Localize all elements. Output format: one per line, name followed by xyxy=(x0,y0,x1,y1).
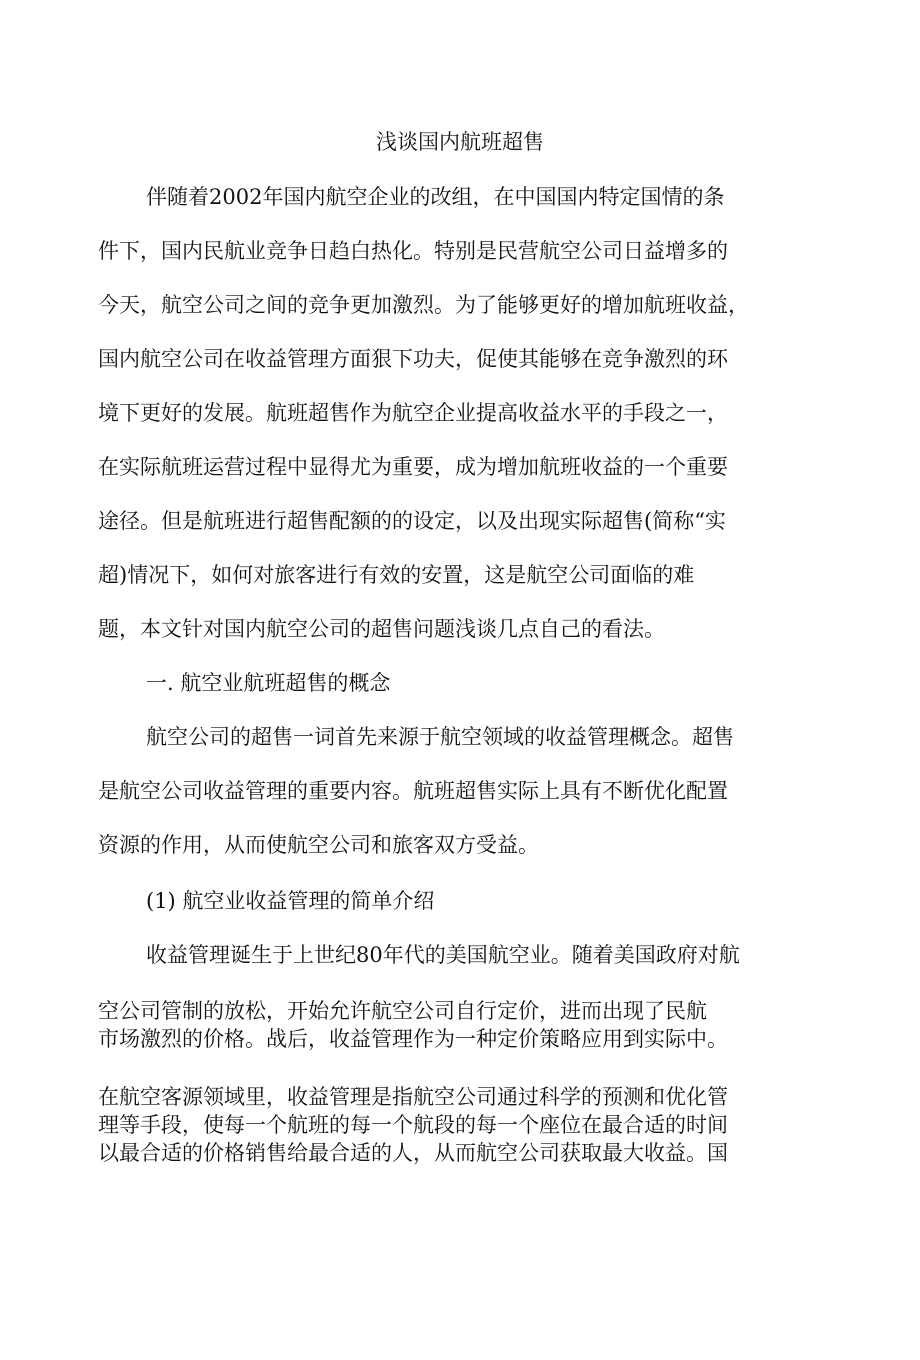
subsection-heading: (1) 航空业收益管理的简单介绍 xyxy=(146,889,435,913)
paragraph-line: 今天，航空公司之间的竞争更加激烈。为了能够更好的增加航班收益， xyxy=(98,293,749,317)
paragraph-line: 以最合适的价格销售给最合适的人，从而航空公司获取最大收益。国 xyxy=(98,1141,728,1165)
paragraph-line: 空公司管制的放松，开始允许航空公司自行定价，进而出现了民航 xyxy=(98,999,707,1023)
paragraph-line: 伴随着2002年国内航空企业的改组，在中国国内特定国情的条 xyxy=(146,185,725,209)
paragraph-line: 题，本文针对国内航空公司的超售问题浅谈几点自己的看法。 xyxy=(98,617,665,641)
paragraph-line: 在航空客源领域里，收益管理是指航空公司通过科学的预测和优化管 xyxy=(98,1085,728,1109)
paragraph-line: 途径。但是航班进行超售配额的的设定，以及出现实际超售(简称“实 xyxy=(98,509,726,533)
paragraph-line: 理等手段，使每一个航班的每一个航段的每一个座位在最合适的时间 xyxy=(98,1113,728,1137)
section-heading: 一. 航空业航班超售的概念 xyxy=(146,671,391,695)
paragraph-line: 超)情况下，如何对旅客进行有效的安置，这是航空公司面临的难 xyxy=(98,563,695,587)
paragraph-line: 资源的作用，从而使航空公司和旅客双方受益。 xyxy=(98,833,539,857)
document-title: 浅谈国内航班超售 xyxy=(376,130,544,154)
paragraph-line: 收益管理诞生于上世纪80年代的美国航空业。随着美国政府对航 xyxy=(146,943,740,967)
paragraph-line: 市场激烈的价格。战后，收益管理作为一种定价策略应用到实际中。 xyxy=(98,1027,728,1051)
paragraph-line: 件下，国内民航业竞争日趋白热化。特别是民营航空公司日益增多的 xyxy=(98,239,728,263)
paragraph-line: 境下更好的发展。航班超售作为航空企业提高收益水平的手段之一， xyxy=(98,401,728,425)
paragraph-line: 航空公司的超售一词首先来源于航空领域的收益管理概念。超售 xyxy=(146,725,734,749)
paragraph-line: 国内航空公司在收益管理方面狠下功夫，促使其能够在竞争激烈的环 xyxy=(98,347,728,371)
paragraph-line: 是航空公司收益管理的重要内容。航班超售实际上具有不断优化配置 xyxy=(98,779,728,803)
paragraph-line: 在实际航班运营过程中显得尤为重要，成为增加航班收益的一个重要 xyxy=(98,455,728,479)
